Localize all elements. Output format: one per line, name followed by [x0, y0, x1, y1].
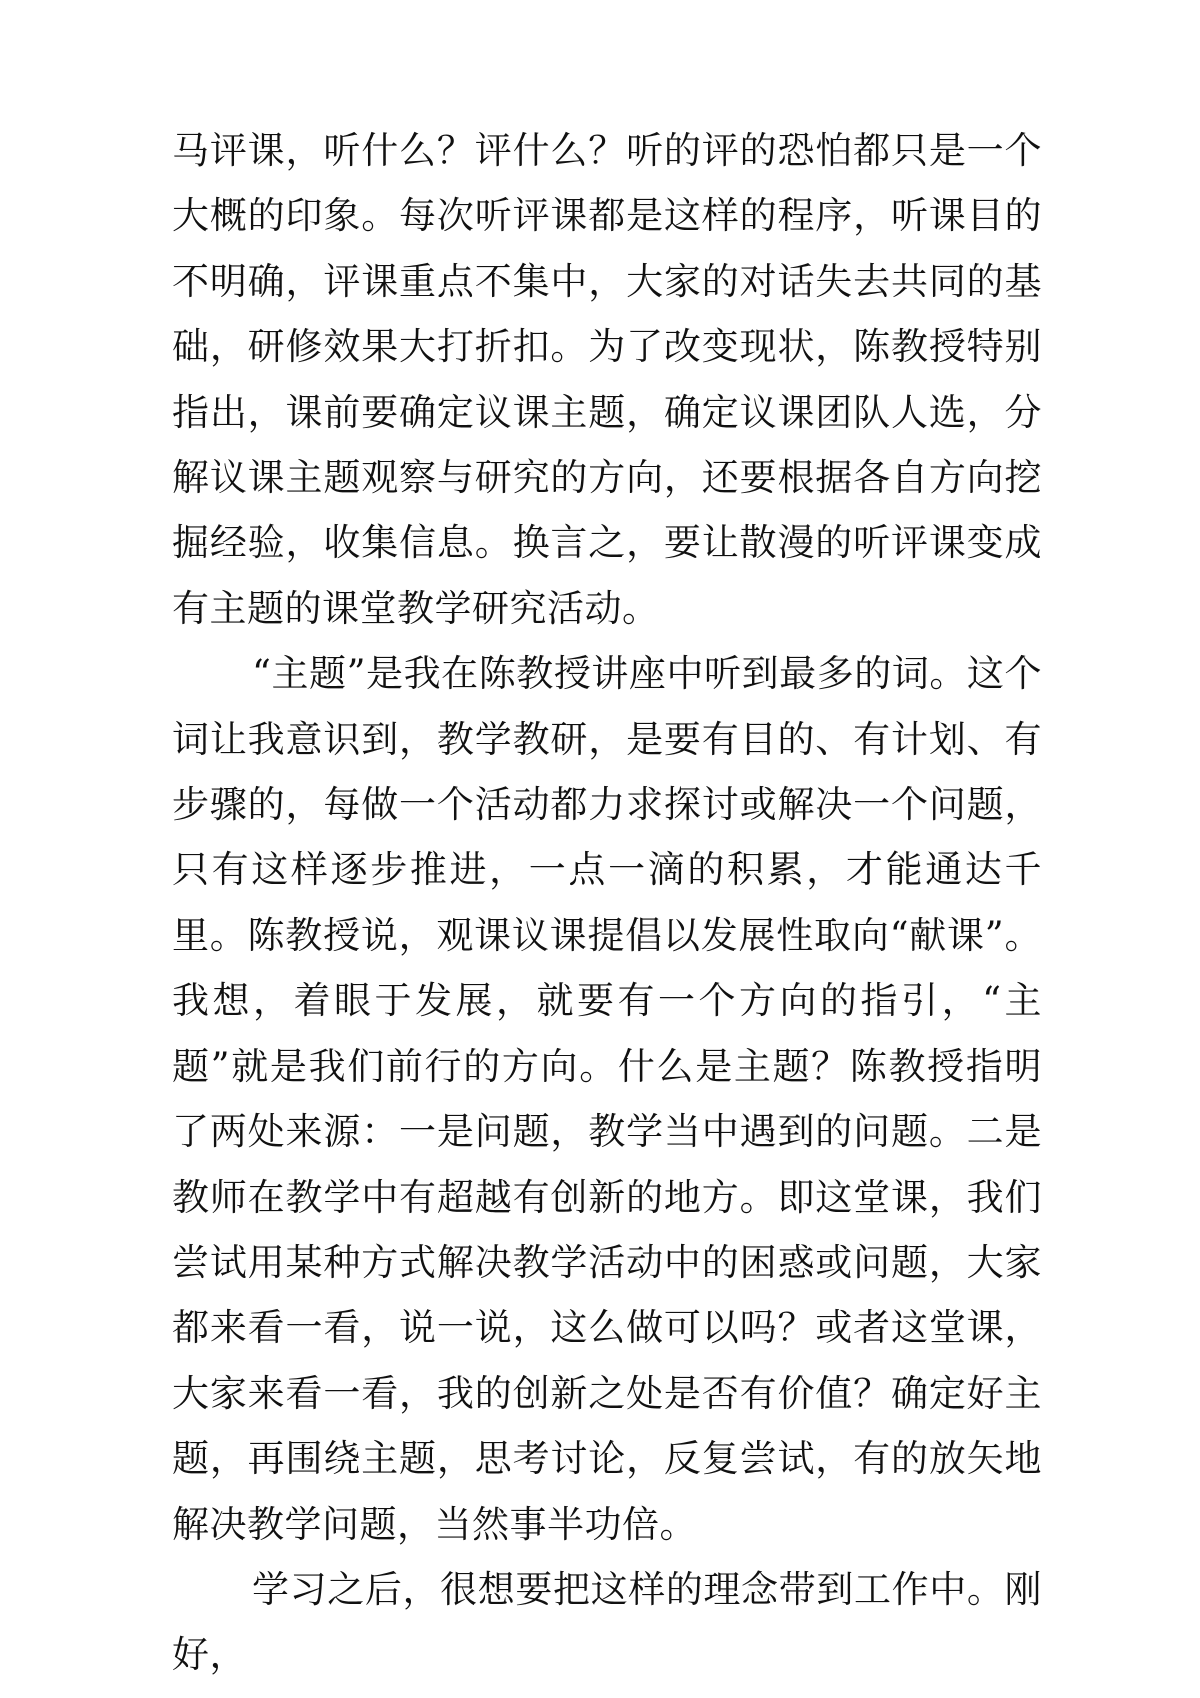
- paragraph-theme: “主题”是我在陈教授讲座中听到最多的词。这个词让我意识到，教学教研，是要有目的、有计划、有步骤的，每做一个活动都力求探讨或解决一个问题，只有这样逐步推进，一点一滴的积累，才能通达千里。陈教授说，观课议课提倡以发展性取向“献课”。我想，着眼于发展，就要有一个方向的指引，“主题”就是我们前行的方向。什么是主题？陈教授指明了两处来源：一是问题，教学当中遇到的问题。二是教师在教学中有超越有创新的地方。即这堂课，我们尝试用某种方式解决教学活动中的困惑或问题，大家都来看一看，说一说，这么做可以吗？或者这堂课，大家来看一看，我的创新之处是否有价值？确定好主题，再围绕主题，思考讨论，反复尝试，有的放矢地解决教学问题，当然事半功倍。: [172, 652, 1042, 1546]
- body-text: [172, 118, 1042, 1688]
- paragraph-after-learning: 学习之后，很想要把这样的理念带到工作中。刚好，: [172, 1567, 1042, 1677]
- paragraph-continued: 马评课，听什么？评什么？听的评的恐怕都只是一个大概的印象。每次听评课都是这样的程序，听课目的不明确，评课重点不集中，大家的对话失去共同的基础，研修效果大打折扣。为了改变现状，陈教授特别指出，课前要确定议课主题，确定议课团队人选，分解议课主题观察与研究的方向，还要根据各自方向挖掘经验，收集信息。换言之，要让散漫的听评课变成有主题的课堂教学研究活动。: [172, 129, 1042, 630]
